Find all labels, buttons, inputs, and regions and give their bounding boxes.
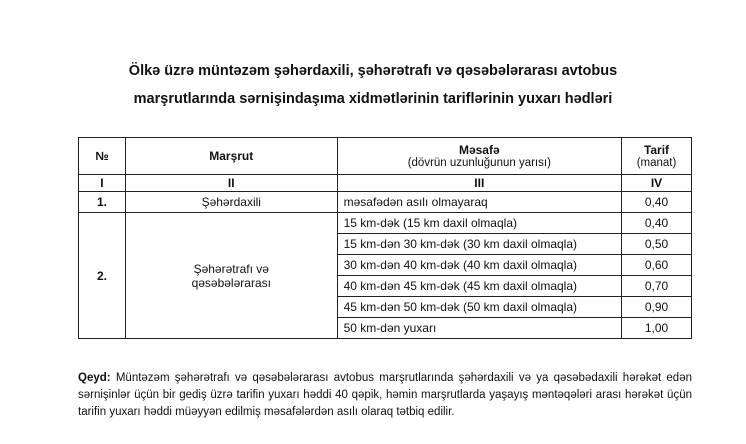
row-number: 1. [79,192,126,213]
tariff-value: 0,50 [622,234,692,255]
route-name-line-1: Şəhərətrafı və [193,261,269,276]
roman-1: I [79,175,126,192]
route-name [125,213,337,339]
table-row [79,192,692,213]
distance-range: məsafədən asılı olmayaraq [337,192,621,213]
document-title-line-1: Ölkə üzrə müntəzəm şəhərdaxili, şəhərətrafı və qəsəbələrarası avtobus [128,63,618,79]
footnote [78,370,692,421]
header-tariff-sub: (manat) [636,157,677,169]
route-name: Şəhərdaxili [125,192,337,213]
footnote-label: Qeyd: [78,372,111,384]
tariff-value: 0,70 [622,276,692,297]
document-title-line-2: marşrutlarında sərnişindaşıma xidmətlərinin tariflərinin yuxarı hədləri [133,91,613,107]
tariff-value: 0,60 [622,255,692,276]
distance-range: 15 km-dən 30 km-dək (30 km daxil olmaqla) [337,234,621,255]
roman-numeral-row [79,175,692,192]
distance-range: 15 km-dək (15 km daxil olmaqla) [337,213,621,234]
roman-2: II [125,175,337,192]
table-row [79,213,692,234]
header-distance-label: Məsafə [458,143,500,157]
tariff-table [78,137,692,339]
table-header-row [79,138,692,175]
header-number: № [79,138,126,175]
route-name-line-2: qəsəbələrarası [191,275,271,290]
header-tariff-label: Tarif [643,143,670,157]
tariff-value: 0,40 [622,213,692,234]
footnote-text: Müntəzəm şəhərətrafı və qəsəbələrarası avtobus marşrutlarında şəhərdaxili və ya qəsəbədaxili hərəkət edən sərnişinlər üçün bir gediş üzrə tarifin yuxarı həddi 40 qəpik, həmin marşrutlarda yaşayış məntəqələri arası hərəkət üçün tarifin yuxarı həddi müəyyən edilmiş məsafələrdən asılı olaraq tətbiq edilir. [78,372,692,418]
header-distance [337,138,621,175]
distance-range: 30 km-dən 40 km-dək (40 km daxil olmaqla) [337,255,621,276]
distance-range: 40 km-dən 45 km-dək (45 km daxil olmaqla) [337,276,621,297]
tariff-value: 1,00 [622,318,692,339]
header-route: Marşrut [125,138,337,175]
header-tariff [622,138,692,175]
distance-range: 45 km-dən 50 km-dək (50 km daxil olmaqla) [337,297,621,318]
roman-3: III [337,175,621,192]
tariff-value: 0,90 [622,297,692,318]
header-distance-sub: (dövrün uzunluğunun yarısı) [407,157,551,169]
distance-range: 50 km-dən yuxarı [337,318,621,339]
row-number: 2. [79,213,126,339]
tariff-value: 0,40 [622,192,692,213]
roman-4: IV [622,175,692,192]
